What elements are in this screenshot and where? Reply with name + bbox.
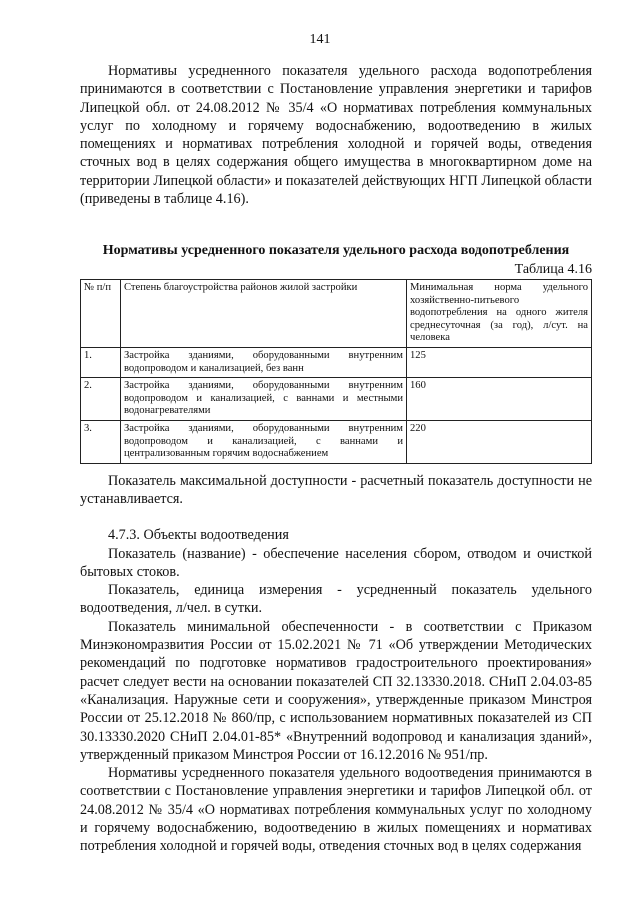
section-paragraph: Показатель (название) - обеспечение населения сбором, отводом и очисткой бытовых стоков. (80, 545, 592, 580)
row-description: Застройка зданиями, оборудованными внутренним водопроводом и канализацией, с ваннами и централизованным горячим водоснабжением (121, 420, 407, 463)
table-row (81, 378, 592, 421)
section-paragraph: Показатель, единица измерения - усредненный показатель удельного водоотведения, л/чел. в сутки. (80, 582, 592, 617)
table-caption: Таблица 4.16 (514, 261, 592, 277)
row-value: 125 (407, 347, 592, 377)
table-row (81, 347, 592, 377)
row-value: 220 (407, 420, 592, 463)
row-number: 2. (81, 378, 121, 421)
row-number: 3. (81, 420, 121, 463)
section-paragraph: Нормативы усредненного показателя удельного водоотведения принимаются в соответствии с Постановление управления энергетики и тарифов Липецкой обл. от 24.08.2012 № 35/4 «О нормативах потребления коммунальных услуг по холодному и горячему водоснабжению, водоотведению в жилых помещениях и нормативах потребления холодной и горячей воды, отведения сточных вод в целях содержания (80, 765, 592, 855)
section-heading: 4.7.3. Объекты водоотведения (108, 527, 289, 544)
row-number: 1. (81, 347, 121, 377)
intro-paragraph: Нормативы усредненного показателя удельного расхода водопотребления принимаются в соответствии с Постановление управления энергетики и тарифов Липецкой обл. от 24.08.2012 № 35/4 «О нормативах потребления коммунальных услуг по холодному и горячему водоснабжению, водоотведению в жилых помещениях и нормативах потребления холодной и горячей воды, отведения сточных вод в целях содержания общего имущества в многоквартирном доме на территории Липецкой области» и показателей действующих НГП Липецкой области (приведены в таблице 4.16). (80, 63, 592, 208)
header-norm: Минимальная норма удельного хозяйственно-питьевого водопотребления на одного жителя среднесуточная (за год), л/сут. на человека (407, 279, 592, 347)
document-body (80, 62, 592, 856)
row-description: Застройка зданиями, оборудованными внутренним водопроводом и канализацией, с ваннами и местными водонагревателями (121, 378, 407, 421)
table-title: Нормативы усредненного показателя удельного расхода водопотребления (102, 243, 570, 259)
table-row (81, 420, 592, 463)
page-number: 141 (309, 32, 331, 47)
header-description: Степень благоустройства районов жилой застройки (121, 279, 407, 347)
water-norms-table (80, 279, 592, 464)
accessibility-note: Показатель максимальной доступности - расчетный показатель доступности не устанавливается. (80, 472, 592, 507)
section-paragraph: Показатель минимальной обеспеченности - в соответствии с Приказом Минэкономразвития России от 15.02.2021 № 71 «Об утверждении Методических рекомендаций по подготовке нормативов градостроительного проектирования» расчет следует вести на основании показателей СП 32.13330.2018. СНиП 2.04.03-85 «Канализация. Наружные сети и сооружения», утвержденные приказом Минстроя России от 25.12.2018 № 860/пр, с использованием нормативных показателей из СП 30.13330.2020 СНиП 2.04.01-85* «Внутренний водопровод и канализация зданий», утвержденный приказом Минстроя России от 16.12.2016 № 951/пр. (80, 618, 592, 763)
row-value: 160 (407, 378, 592, 421)
row-description: Застройка зданиями, оборудованными внутренним водопроводом и канализацией, без ванн (121, 347, 407, 377)
table-header-row (81, 279, 592, 347)
header-number: № п/п (81, 279, 121, 347)
